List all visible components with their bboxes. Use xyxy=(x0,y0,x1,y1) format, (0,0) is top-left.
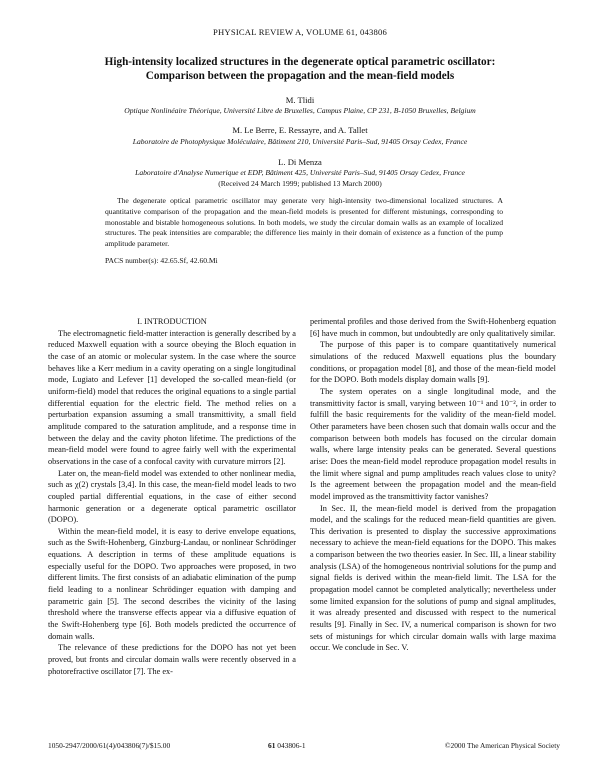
pacs-numbers: PACS number(s): 42.65.Sf, 42.60.Mi xyxy=(105,256,218,265)
author-2: M. Le Berre, E. Ressayre, and A. Tallet xyxy=(232,125,368,135)
section-heading: I. INTRODUCTION xyxy=(137,317,207,326)
paragraph: perimental profiles and those derived from the Swift-Hohenberg equation [6] have much in common, but undoubtedly are only qualitatively similar. xyxy=(310,317,556,338)
affiliation-2: Laboratoire de Photophysique Moléculaire, Bâtiment 210, Université Paris–Sud, 91405 Orsay Cedex, France xyxy=(132,137,468,146)
paragraph: Later on, the mean-field model was extended to other nonlinear media, such as χ(2) crystals [3,4]. In this case, the mean-field model leads to two coupled partial differential equations, in the case of either second harmonic generation or a degenerate optical parametric oscillator (DOPO). xyxy=(48,468,296,525)
abstract: The degenerate optical parametric oscillator may generate very high-intensity two-dimensional localized structures. A quantitative comparison of the propagation and the mean-field models is presented for different mistunings, corresponding to monostable and bistable homogeneous solutions. In both models, we study the circular domain walls as an example of localized structures. The peak intensities are comparable; the difference lies mainly in their domain of existence as a function of the pump amplitude parameter. xyxy=(105,196,503,249)
title-line-2: Comparison between the propagation and the mean-field models xyxy=(145,70,455,82)
right-column xyxy=(310,316,556,654)
paragraph: The relevance of these predictions for the DOPO has not yet been proved, but fronts and circular domain walls were recently observed in a photorefractive oscillator [7]. The ex- xyxy=(48,643,296,676)
author-1: M. Tlidi xyxy=(285,95,315,105)
paragraph: Within the mean-field model, it is easy to derive envelope equations, such as the Swift-Hohenberg, Ginzburg-Landau, or nonlinear Schrödinger equations. A description in terms of these amplitude equations is especially useful for the DOPO. Two approaches were proposed, in two different limits. The first consists of an adiabatic elimination of the pump field leading to a nonlinear Schrödinger equation with damping and parametric gain [5]. The second describes the vicinity of the lasing threshold where the transverse effects appear via a diffusive equation of the Swift-Hohenberg type [6]. Both models predicted the occurrence of domain walls. xyxy=(48,526,296,641)
affiliation-1: Optique Nonlinéaire Théorique, Université Libre de Bruxelles, Campus Plaine, CP 231, B-1050 Bruxelles, Belgium xyxy=(124,106,476,115)
affiliation-3: Laboratoire d'Analyse Numerique et EDP, Bâtiment 425, Université Paris–Sud, 91405 Orsay Cedex, France xyxy=(135,168,465,177)
paper-title xyxy=(40,55,560,83)
paragraph: The system operates on a single longitudinal mode, and the transmittivity factor is small, varying between 10⁻¹ and 10⁻², in order to fulfill the basic requirements for the validity of the mean-field model. Other parameters have been chosen such that domain walls occur and the comparison between both models has focused on the circular domain walls, where large intensity peaks can be generated. Several questions arise: Does the mean-field model reproduce propagation model results in the limit where signal and pump amplitudes reach values close to unity? Is the agreement between the propagation model and the mean-field model improved as the transmittivity factor vanishes? xyxy=(310,386,556,501)
paragraph: The purpose of this paper is to compare quantitatively numerical simulations of the reduced Maxwell equations plus the boundary conditions, or propagation model [8], and those of the mean-field model for the DOPO. Both models display domain walls [9]. xyxy=(310,340,556,385)
paragraph: The electromagnetic field-matter interaction is generally described by a reduced Maxwell equation with a source obeying the Bloch equation in the case of an atomic or molecular system. In the case where the source behaves like a Kerr medium in a cavity operating on a single longitudinal mode, Lugiato and Lefever [1] developed the so-called mean-field (or uniform-field) model that reduces the original equations to a single partial differential equation for the electric field. The method relies on a perturbation expansion assuming a small transmittivity, a small field amplitude compared to the saturation amplitude, and a response time in between the delay and the cavity photon lifetime. The predictions of the mean-field model were found to agree fairly well with the experimental observations in the case of a confocal cavity with curvature mirrors [2]. xyxy=(48,328,296,466)
copyright: ©2000 The American Physical Society xyxy=(444,741,560,750)
paragraph: In Sec. II, the mean-field model is derived from the propagation model, and the scalings for the reduced mean-field quantities are given. This derivation is presented to display the successive approximations necessary to achieve the mean-field equations for the DOPO. This makes a comparison between the two theories easier. In Sec. III, a linear stability analysis (LSA) of the homogeneous nontrivial solutions for the pump and signal fields is derived within the mean-field limit. The LSA for the propagation model cannot be completed analytically; nevertheless under some limited expansion for the solutions of pump and signal amplitudes, it was already presented and discussed with respect to the numerical results [9]. Finally in Sec. IV, a numerical comparison is shown for two sets of mistunings for which circular domain walls with large maxima occur. We conclude in Sec. V. xyxy=(310,503,556,653)
left-column xyxy=(48,316,296,677)
received-date: (Received 24 March 1999; published 13 March 2000) xyxy=(218,179,382,188)
volume-number: 61 xyxy=(268,741,276,750)
journal-header: PHYSICAL REVIEW A, VOLUME 61, 043806 xyxy=(213,27,387,37)
page-number xyxy=(268,741,348,750)
article-number: 043806-1 xyxy=(277,741,306,750)
title-line-1: High-intensity localized structures in the degenerate optical parametric oscillator: xyxy=(104,56,496,68)
author-3: L. Di Menza xyxy=(278,157,322,167)
footer-code: 1050-2947/2000/61(4)/043806(7)/$15.00 xyxy=(48,741,171,750)
